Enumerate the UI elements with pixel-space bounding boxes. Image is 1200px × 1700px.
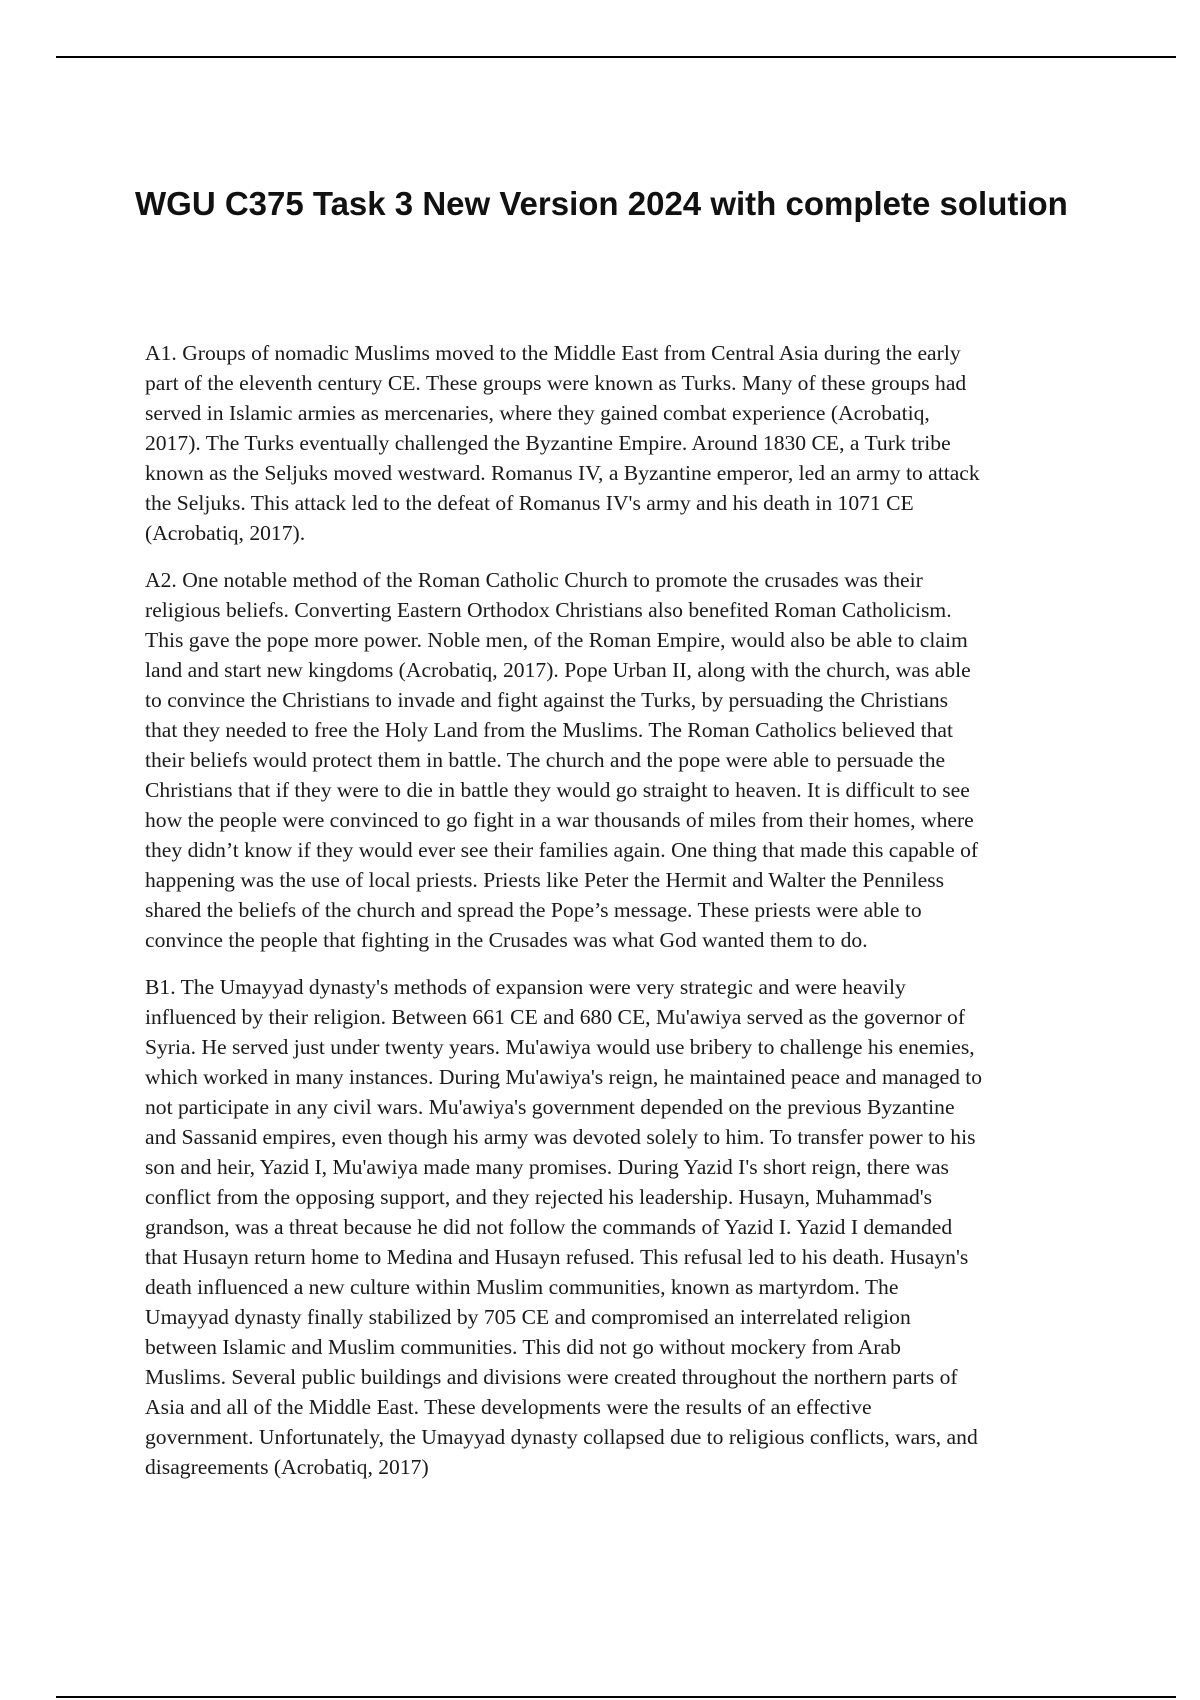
bottom-divider: [56, 1696, 1176, 1698]
text-line: not participate in any civil wars. Mu'awiya's government depended on the previous Byzantine: [145, 1095, 955, 1119]
text-line: the Seljuks. This attack led to the defeat of Romanus IV's army and his death in 1071 CE: [145, 491, 914, 515]
text-line: that they needed to free the Holy Land from the Muslims. The Roman Catholics believed that: [145, 718, 953, 742]
text-line: happening was the use of local priests. Priests like Peter the Hermit and Walter the Penniless: [145, 868, 945, 892]
text-line: between Islamic and Muslim communities. This did not go without mockery from Arab: [145, 1335, 901, 1359]
text-line: 2017). The Turks eventually challenged the Byzantine Empire. Around 1830 CE, a Turk tribe: [145, 431, 951, 455]
text-line: their beliefs would protect them in battle. The church and the pope were able to persuade the: [145, 748, 946, 772]
text-line: which worked in many instances. During Mu'awiya's reign, he maintained peace and managed to: [145, 1065, 983, 1089]
text-line: conflict from the opposing support, and they rejected his leadership. Husayn, Muhammad's: [145, 1185, 933, 1209]
text-line: son and heir, Yazid I, Mu'awiya made many promises. During Yazid I's short reign, there was: [145, 1155, 949, 1179]
text-line: how the people were convinced to go fight in a war thousands of miles from their homes, where: [145, 808, 974, 832]
text-line: part of the eleventh century CE. These groups were known as Turks. Many of these groups had: [145, 371, 967, 395]
text-line: known as the Seljuks moved westward. Romanus IV, a Byzantine emperor, led an army to attack: [145, 461, 980, 485]
top-divider: [56, 56, 1176, 58]
text-line: A1. Groups of nomadic Muslims moved to the Middle East from Central Asia during the early: [145, 341, 961, 365]
paragraph-b1: [145, 972, 1085, 1482]
text-line: Syria. He served just under twenty years. Mu'awiya would use bribery to challenge his enemies,: [145, 1035, 975, 1059]
text-line: to convince the Christians to invade and fight against the Turks, by persuading the Christians: [145, 688, 949, 712]
text-line: Muslims. Several public buildings and divisions were created throughout the northern parts of: [145, 1365, 958, 1389]
text-line: death influenced a new culture within Muslim communities, known as martyrdom. The: [145, 1275, 899, 1299]
text-line: religious beliefs. Converting Eastern Orthodox Christians also benefited Roman Catholicism.: [145, 598, 952, 622]
text-line: and Sassanid empires, even though his army was devoted solely to him. To transfer power to his: [145, 1125, 976, 1149]
text-line: B1. The Umayyad dynasty's methods of expansion were very strategic and were heavily: [145, 975, 906, 999]
paragraph-a2: [145, 565, 1085, 955]
text-line: shared the beliefs of the church and spread the Pope’s message. These priests were able to: [145, 898, 922, 922]
text-line: This gave the pope more power. Noble men, of the Roman Empire, would also be able to claim: [145, 628, 968, 652]
text-line: influenced by their religion. Between 661 CE and 680 CE, Mu'awiya served as the governor of: [145, 1005, 966, 1029]
text-line: grandson, was a threat because he did not follow the commands of Yazid I. Yazid I demanded: [145, 1215, 953, 1239]
text-line: they didn’t know if they would ever see their families again. One thing that made this capable of: [145, 838, 979, 862]
text-line: Christians that if they were to die in battle they would go straight to heaven. It is difficult to see: [145, 778, 970, 802]
document-title: WGU C375 Task 3 New Version 2024 with complete solution: [135, 185, 1068, 222]
text-line: government. Unfortunately, the Umayyad dynasty collapsed due to religious conflicts, wars, and: [145, 1425, 978, 1449]
text-line: served in Islamic armies as mercenaries, where they gained combat experience (Acrobatiq,: [145, 401, 930, 425]
document-body: [145, 338, 1085, 1499]
text-line: Asia and all of the Middle East. These developments were the results of an effective: [145, 1395, 872, 1419]
text-line: convince the people that fighting in the Crusades was what God wanted them to do.: [145, 928, 868, 952]
paragraph-a1: [145, 338, 1085, 548]
text-line: (Acrobatiq, 2017).: [145, 521, 306, 545]
text-line: disagreements (Acrobatiq, 2017): [145, 1455, 429, 1479]
text-line: that Husayn return home to Medina and Husayn refused. This refusal led to his death. Husayn's: [145, 1245, 969, 1269]
text-line: A2. One notable method of the Roman Catholic Church to promote the crusades was their: [145, 568, 923, 592]
text-line: Umayyad dynasty finally stabilized by 705 CE and compromised an interrelated religion: [145, 1305, 911, 1329]
text-line: land and start new kingdoms (Acrobatiq, 2017). Pope Urban II, along with the church, was able: [145, 658, 971, 682]
